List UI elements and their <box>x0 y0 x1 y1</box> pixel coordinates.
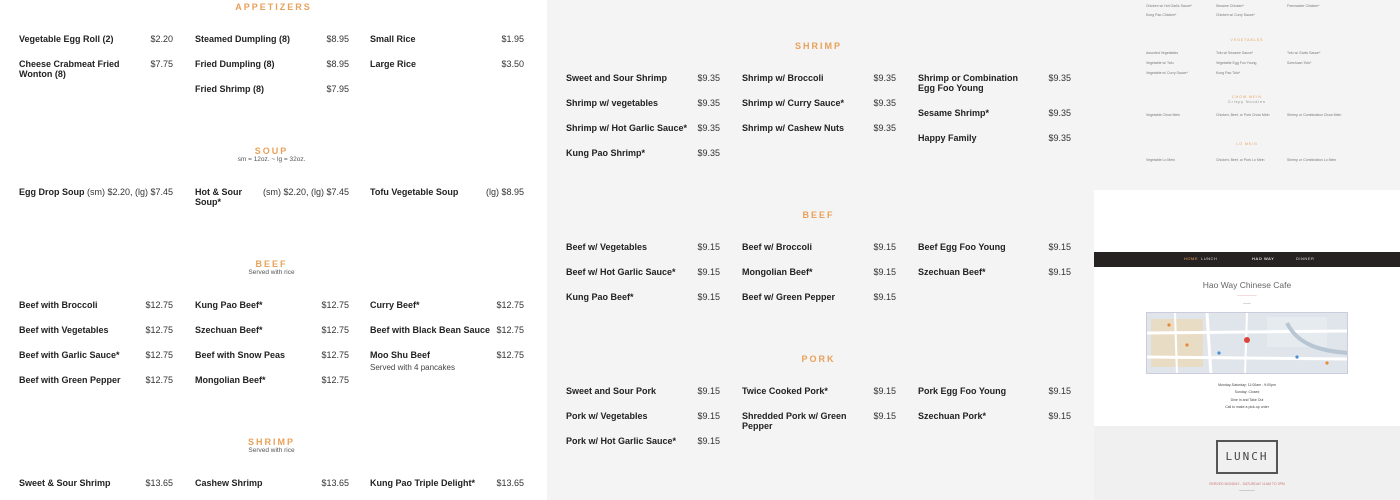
mini-section-title: VEGETABLES <box>1230 38 1264 42</box>
mini-menu-item: Assorted Vegetables <box>1146 51 1179 55</box>
menu-item: Pork w/ Hot Garlic Sauce* $9.15 <box>566 436 720 446</box>
menu-item: Kung Pao Triple Delight* $13.65 <box>370 478 524 488</box>
section-title-appetizers: APPETIZERS <box>235 2 312 12</box>
menu-item: Shredded Pork w/ Green Pepper $9.15 <box>742 411 896 431</box>
nav-brand-logo[interactable]: HAO WAY <box>1252 256 1275 261</box>
mini-menu-item: Vegetable Lo Mein <box>1146 158 1175 162</box>
menu-item: Shrimp w/ vegetables $9.35 <box>566 98 720 108</box>
menu-item: Egg Drop Soup (sm) $2.20, (lg) $7.45 <box>19 187 173 197</box>
mini-menu-item: Tofu w/ Garlic Sauce* <box>1287 51 1321 55</box>
mini-menu-item: Szechuan Tofu* <box>1287 61 1312 65</box>
map-pin-icon <box>1244 337 1250 343</box>
menu-item: Cashew Shrimp $13.65 <box>195 478 349 488</box>
nav-home-link[interactable]: HOME <box>1184 256 1198 261</box>
hours-line: Monday-Saturday: 11:00am - 9:00pm <box>1218 383 1276 387</box>
menu-item: Shrimp or Combination Egg Foo Young $9.35 <box>918 73 1071 93</box>
menu-item: Beef with Garlic Sauce* $12.75 <box>19 350 173 360</box>
mini-menu-item: Shrimp or Combination Lo Mein <box>1287 158 1337 162</box>
section-subtitle-beef: Served with rice <box>248 269 295 276</box>
menu-item: Szechuan Beef* $9.15 <box>918 267 1071 277</box>
menu-item: Pork Egg Foo Young $9.15 <box>918 386 1071 396</box>
mini-menu-item: Shrimp or Combination Chow Mein <box>1287 113 1342 117</box>
menu-panel-middle <box>547 0 1094 500</box>
menu-item: Beef w/ Broccoli $9.15 <box>742 242 896 252</box>
section-title-pork: PORK <box>801 354 836 364</box>
menu-item: Beef with Snow Peas $12.75 <box>195 350 349 360</box>
menu-item: Sesame Shrimp* $9.35 <box>918 108 1071 118</box>
menu-item: Beef w/ Hot Garlic Sauce* $9.15 <box>566 267 720 277</box>
menu-item: Mongolian Beef* $12.75 <box>195 375 349 385</box>
menu-item: Shrimp w/ Hot Garlic Sauce* $9.35 <box>566 123 720 133</box>
mini-menu-item: Sesame Chicken* <box>1216 4 1244 8</box>
mini-menu-item: Chicken w/ Hot Garlic Sauce* <box>1146 4 1192 8</box>
menu-item: Sweet and Sour Shrimp $9.35 <box>566 73 720 83</box>
menu-item: Sweet and Sour Pork $9.15 <box>566 386 720 396</box>
menu-item: Cheese Crabmeat Fried Wonton (8) $7.75 <box>19 59 173 79</box>
menu-item: Sweet & Sour Shrimp $13.65 <box>19 478 173 488</box>
menu-item: Moo Shu Beef Served with 4 pancakes $12.75 <box>370 350 524 372</box>
website-preview-panel <box>1094 0 1400 500</box>
mini-menu-item: Chicken, Beef, or Pork Lo Mein <box>1216 158 1265 162</box>
mini-menu-item: Vegetable w/ Curry Sauce* <box>1146 71 1188 75</box>
menu-item: Szechuan Pork* $9.15 <box>918 411 1071 421</box>
menu-item: Twice Cooked Pork* $9.15 <box>742 386 896 396</box>
section-title-shrimp: SHRIMP <box>794 41 842 51</box>
menu-item: Beef w/ Vegetables $9.15 <box>566 242 720 252</box>
mini-menu-item: Firecracker Chicken* <box>1287 4 1320 8</box>
menu-item: Vegetable Egg Roll (2) $2.20 <box>19 34 173 44</box>
hours-line: Sunday: Closed <box>1234 390 1260 394</box>
nav-dinner-link[interactable]: DINNER <box>1296 256 1315 261</box>
menu-item: Kung Pao Beef* $9.15 <box>566 292 720 302</box>
item-note: Served with 4 pancakes <box>370 363 455 372</box>
lunch-note: ‒‒‒‒‒‒‒‒ <box>1239 488 1255 492</box>
menu-item: Fried Dumpling (8) $8.95 <box>195 59 349 69</box>
menu-item: Beef with Green Pepper $12.75 <box>19 375 173 385</box>
mini-section-subtitle: Crispy Noodles <box>1228 100 1266 104</box>
mini-section-title: LO MEIN <box>1236 142 1258 146</box>
mini-menu-item: Kung Pao Tofu* <box>1216 71 1241 75</box>
menu-item: Hot & Sour Soup* (sm) $2.20, (lg) $7.45 <box>195 187 349 207</box>
section-title-beef: BEEF <box>255 259 288 269</box>
mini-menu-item: Vegetable Egg Foo Young <box>1216 61 1257 65</box>
menu-item: Pork w/ Vegetables $9.15 <box>566 411 720 421</box>
menu-item: Small Rice $1.95 <box>370 34 524 44</box>
menu-item: Kung Pao Shrimp* $9.35 <box>566 148 720 158</box>
menu-panel-left <box>0 0 547 500</box>
menu-item: Steamed Dumpling (8) $8.95 <box>195 34 349 44</box>
mini-menu-item: Kung Pao Chicken* <box>1146 13 1177 17</box>
mini-menu-item: Vegetable Chow Mein <box>1146 113 1181 117</box>
menu-item: Beef Egg Foo Young $9.15 <box>918 242 1071 252</box>
lunch-logo-text: LUNCH <box>1225 450 1269 463</box>
lunch-logo-box[interactable] <box>1216 440 1278 474</box>
menu-item: Tofu Vegetable Soup (lg) $8.95 <box>370 187 524 197</box>
lunch-banner <box>1094 426 1400 500</box>
menu-item: Beef with Black Bean Sauce $12.75 <box>370 325 524 335</box>
menu-item: Beef w/ Green Pepper $9.15 <box>742 292 896 302</box>
section-title-beef: BEEF <box>802 210 835 220</box>
section-subtitle-soup: sm = 12oz. ~ lg = 32oz. <box>237 156 306 163</box>
menu-item: Beef with Broccoli $12.75 <box>19 300 173 310</box>
dine-in-line: Dine In and Take Out <box>1230 398 1264 402</box>
menu-item: Mongolian Beef* $9.15 <box>742 267 896 277</box>
section-title-shrimp: SHRIMP <box>247 437 295 447</box>
mini-menu-item: Chicken, Beef, or Pork Chow Mein <box>1216 113 1270 117</box>
menu-item: Kung Pao Beef* $12.75 <box>195 300 349 310</box>
site-phone-line: ‒‒‒‒ <box>1243 301 1251 305</box>
menu-item: Happy Family $9.35 <box>918 133 1071 143</box>
menu-item: Curry Beef* $12.75 <box>370 300 524 310</box>
section-subtitle-shrimp: Served with rice <box>248 447 295 454</box>
mini-menu-item: Chicken w/ Curry Sauce* <box>1216 13 1255 17</box>
menu-thumbnail <box>1094 0 1400 190</box>
pickup-line: Call to make a pick-up order <box>1225 405 1269 409</box>
menu-item: Large Rice $3.50 <box>370 59 524 69</box>
site-address-line: ‒‒‒‒‒‒‒‒‒‒ <box>1237 293 1257 297</box>
nav-lunch-link[interactable]: LUNCH <box>1201 256 1218 261</box>
site-title: Hao Way Chinese Cafe <box>1202 280 1292 290</box>
menu-item: Szechuan Beef* $12.75 <box>195 325 349 335</box>
site-navbar <box>1094 252 1400 267</box>
menu-item: Shrimp w/ Broccoli $9.35 <box>742 73 896 83</box>
menu-item: Beef with Vegetables $12.75 <box>19 325 173 335</box>
menu-item: Shrimp w/ Cashew Nuts $9.35 <box>742 123 896 133</box>
section-title-soup: SOUP <box>254 146 289 156</box>
lunch-hours: SERVED MONDAY - SATURDAY 11AM TO 3PM <box>1209 482 1285 486</box>
map-graphic <box>1147 313 1348 374</box>
mini-section-title: CHOW MEIN <box>1232 95 1262 99</box>
mini-menu-item: Vegetable w/ Tofu <box>1146 61 1174 65</box>
menu-item: Shrimp w/ Curry Sauce* $9.35 <box>742 98 896 108</box>
menu-item: Fried Shrimp (8) $7.95 <box>195 84 349 94</box>
location-map[interactable] <box>1146 312 1348 374</box>
mini-menu-item: Tofu w/ Sesame Sauce* <box>1216 51 1254 55</box>
